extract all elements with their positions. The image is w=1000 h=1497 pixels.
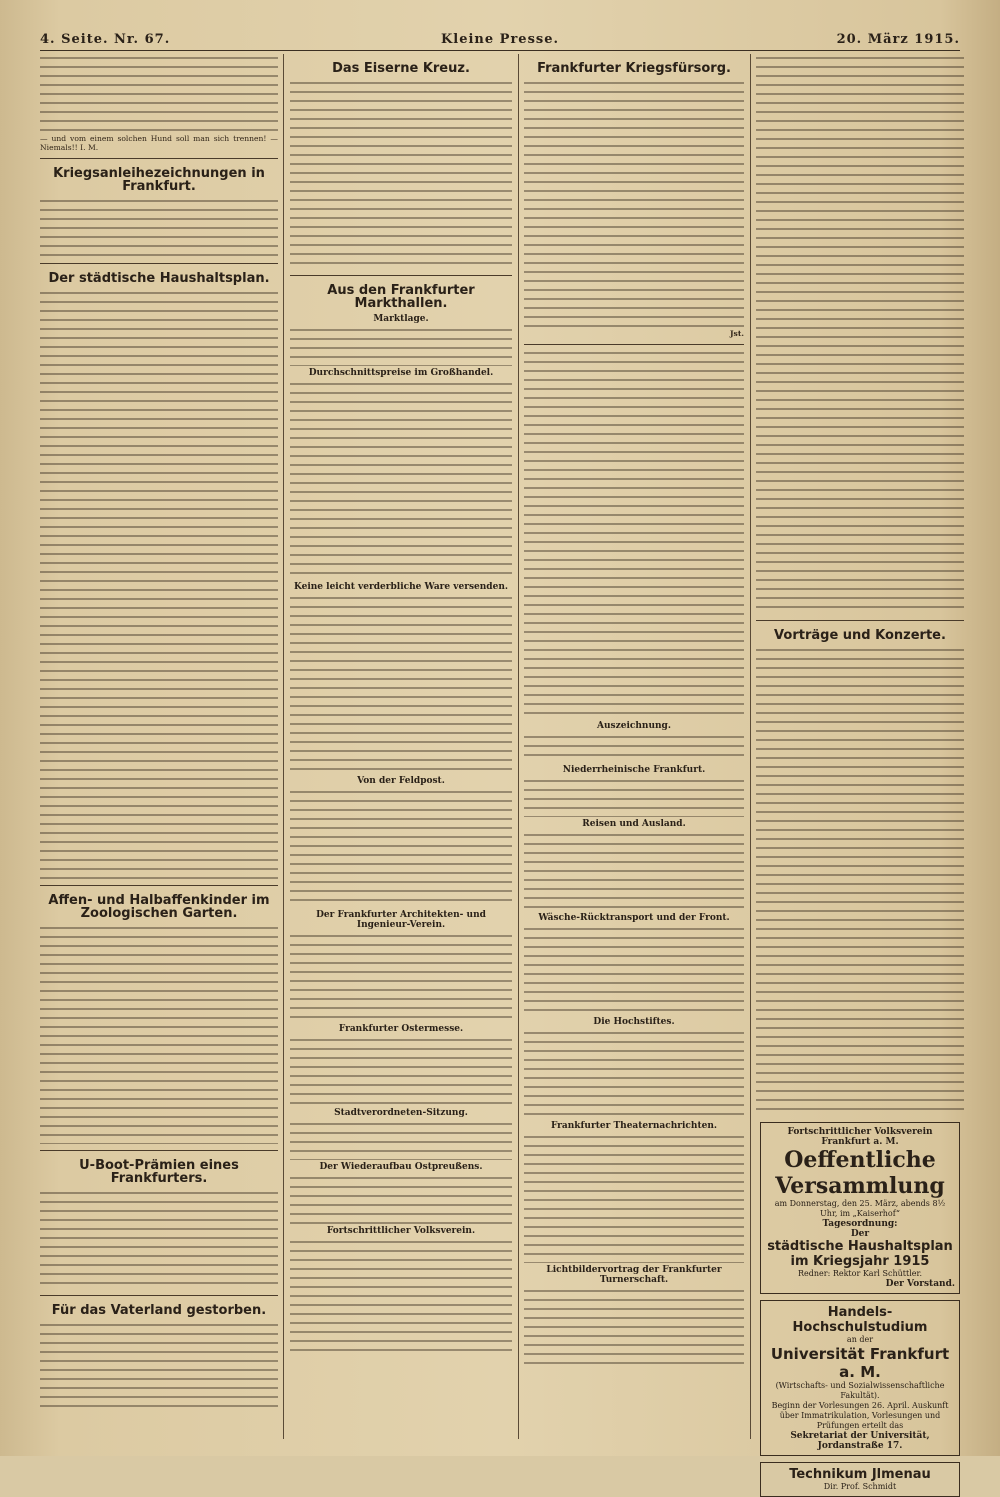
article-headline: Frankfurter Kriegsfürsorg. [537,61,731,76]
ad-director: Dir. Prof. Schmidt [823,1482,897,1491]
article-headline: Für das Vaterland gestorben. [51,1303,267,1318]
article-divider [756,620,964,621]
article-headline: Vorträge und Konzerte. [774,628,946,643]
article-text [290,380,512,580]
article-divider [40,263,278,264]
advertisement-assembly [760,1122,960,1294]
article-divider [290,275,512,276]
poem-text [524,79,744,329]
article-subheadline: Frankfurter Ostermesse. [338,1024,464,1034]
article-text [290,788,512,908]
article-divider [40,1295,278,1296]
article-closing-line: — und vom einem solchen Hund soll man sich trennen! — Niemals!! I. M. [40,134,278,152]
article-text [290,932,512,1022]
advertisement-university [760,1300,960,1456]
article-subheadline: Reisen und Ausland. [582,819,686,829]
article-text [40,924,278,1144]
article-text [290,1174,512,1224]
article-text [524,1133,744,1263]
page-header [40,32,960,48]
article-text [290,1036,512,1106]
ad-details: Beginn der Vorlesungen 26. April. Auskunft über Immatrikulation, Vorlesungen und Prüfungen erteilt das [771,1401,949,1430]
ad-faculty: (Wirtschafts- und Sozialwissenschaftliche Fakultät). [775,1381,945,1400]
advertisement-technikum [760,1462,960,1497]
ad-university-name: Universität Frankfurt a. M. [770,1345,950,1381]
article-subheadline: Niederrheinische Frankfurt. [562,765,706,775]
article-subheadline: Keine leicht verderbliche Ware versenden. [293,582,508,592]
ad-heading: Handels-Hochschulstudium [792,1305,928,1335]
article-text [40,1321,278,1411]
ad-school-name: Technikum Jlmenau [789,1467,931,1482]
column-4 [756,54,964,1491]
article-text [524,1029,744,1119]
ad-signature: Der Vorstand. [885,1279,955,1289]
article-subheadline: Stadtverordneten-Sitzung. [334,1108,468,1118]
ad-date: am Donnerstag, den 25. März, abends 8½ Uhr, im „Kaiserhof“ [774,1199,946,1218]
header-rule [40,50,960,51]
article-subheadline: Auszeichnung. [597,721,671,731]
poem-signature: Jst. [729,329,744,338]
article-divider [40,1150,278,1151]
article-text [40,54,278,134]
ad-organization: Fortschrittlicher Volksverein Frankfurt a. M. [787,1127,933,1147]
column-rule [518,54,519,1439]
article-headline: Der städtische Haushaltsplan. [48,271,270,286]
article-subheadline: Marktlage. [373,314,429,324]
article-subheadline: Von der Feldpost. [357,776,445,786]
article-text [40,197,278,257]
article-text [524,1287,744,1367]
column-3 [524,54,744,1444]
ad-topic: städtische Haushaltsplan im Kriegsjahr 1915 [767,1239,953,1269]
article-subheadline: Der Wiederaufbau Ostpreußens. [319,1162,483,1172]
page-number: 4. Seite. Nr. 67. [40,32,171,47]
article-text [290,594,512,774]
article-text [290,1238,512,1358]
column-1 [40,54,278,1444]
article-text [290,79,512,269]
article-headline: Affen- und Halbaffenkinder im Zoologischen Garten. [48,893,270,921]
article-text [524,831,744,911]
article-divider [40,885,278,886]
article-headline: Das Eiserne Kreuz. [332,61,470,76]
ad-connector: an der [846,1335,874,1344]
article-text [756,646,964,1116]
ad-agenda-label: Tagesordnung: [822,1219,898,1229]
newspaper-title: Kleine Presse. [440,32,560,47]
article-headline: U-Boot-Prämien eines Frankfurters. [79,1158,239,1186]
article-headline: Kriegsanleihezeichnungen in Frankfurt. [53,166,265,194]
article-subheadline: Wäsche-Rücktransport und der Front. [538,913,730,923]
ad-title: Oeffentliche Versammlung [775,1147,945,1199]
article-text [756,54,964,614]
article-text [524,777,744,817]
article-text [290,326,512,366]
issue-date: 20. März 1915. [836,32,960,47]
article-subheadline: Frankfurter Theaternachrichten. [550,1121,718,1131]
ad-speaker: Redner: Rektor Karl Schüttler. [798,1269,922,1278]
column-rule [750,54,751,1439]
article-subheadline: Durchschnittspreise im Großhandel. [308,368,494,378]
article-text [524,733,744,763]
article-subheadline: Die Hochstiftes. [593,1017,675,1027]
article-divider [524,344,744,345]
ad-address: Sekretariat der Universität, Jordanstraße 17. [790,1431,930,1451]
article-text [524,349,744,719]
article-subheadline: Fortschrittlicher Volksverein. [326,1226,476,1236]
article-divider [40,158,278,159]
article-text [40,1189,278,1289]
article-text [290,1120,512,1160]
article-text [40,289,278,879]
column-rule [283,54,284,1439]
ad-article: Der [850,1229,870,1239]
article-headline: Aus den Frankfurter Markthallen. [327,283,475,311]
article-text [524,925,744,1015]
article-subheadline: Lichtbildervortrag der Frankfurter Turnerschaft. [546,1265,722,1285]
article-subheadline: Der Frankfurter Architekten- und Ingenieur-Verein. [316,910,486,930]
column-2 [290,54,512,1444]
